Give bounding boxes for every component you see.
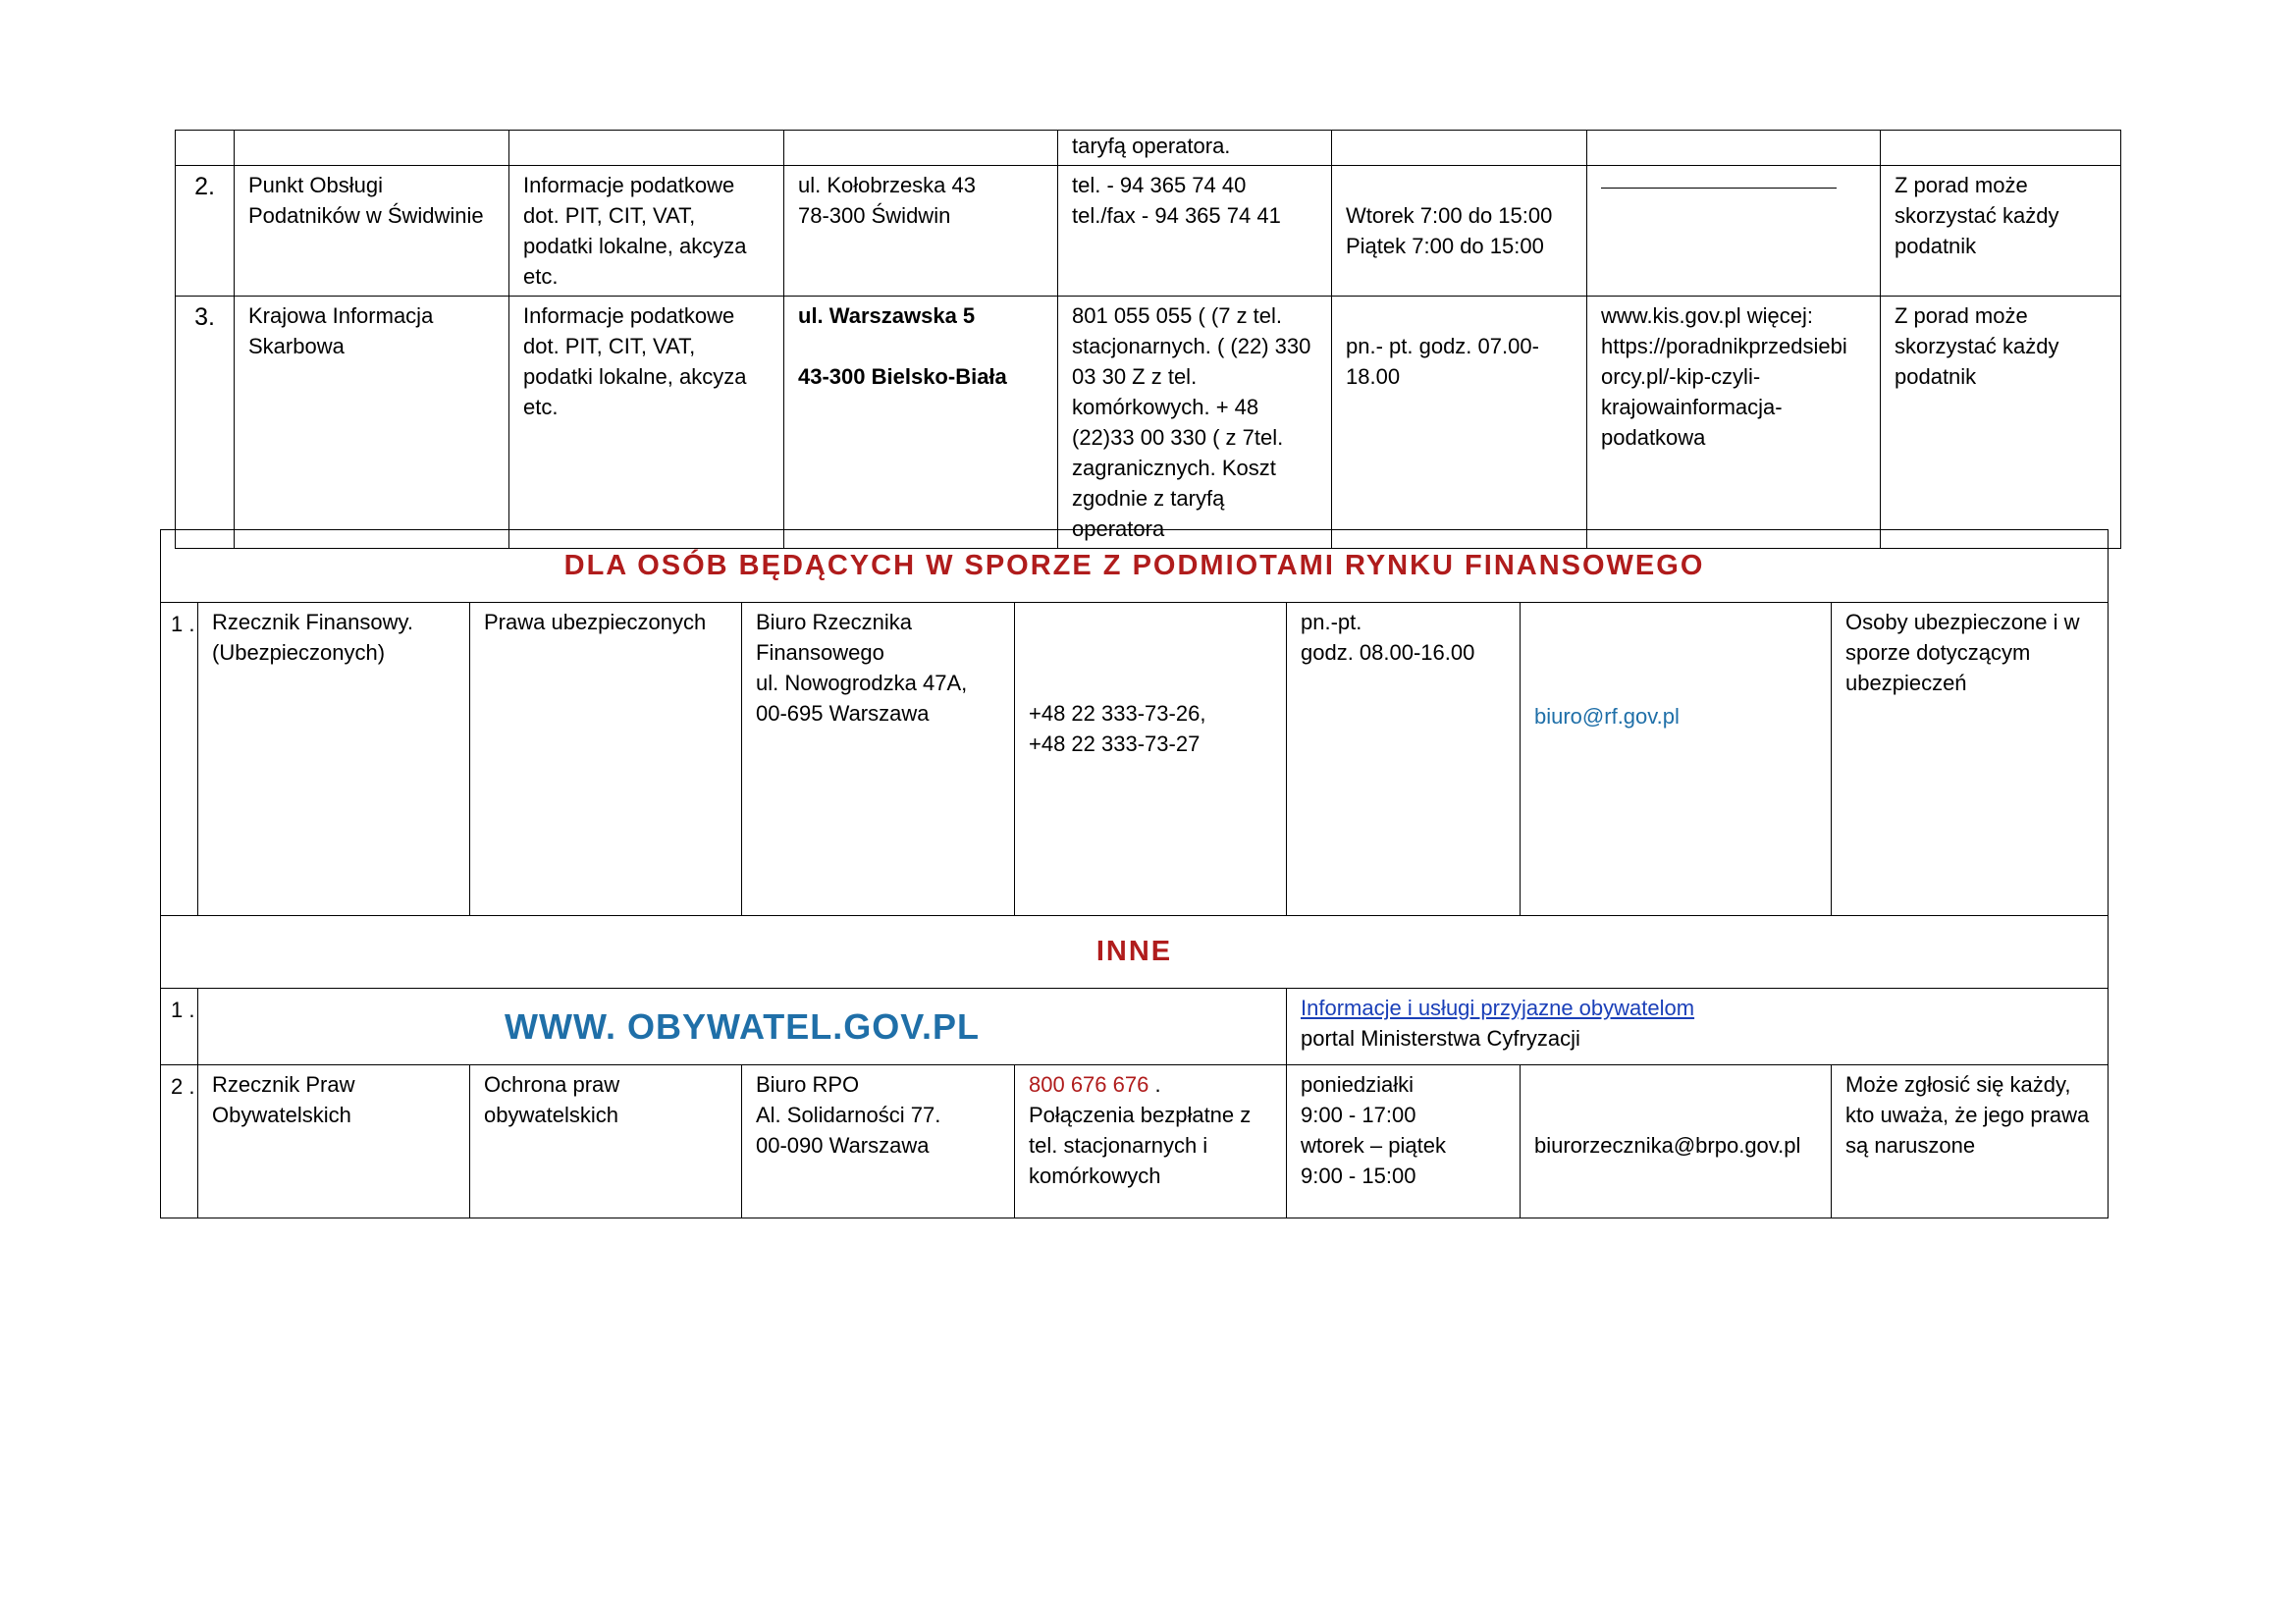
cell-address xyxy=(742,1065,1015,1218)
section-header-row xyxy=(161,530,2109,603)
tax-info-table xyxy=(175,130,2121,549)
address-line: 00-695 Warszawa xyxy=(756,701,930,726)
table-row xyxy=(161,603,2109,916)
cell-portal xyxy=(1287,989,2109,1065)
blank-line xyxy=(1601,170,1837,189)
cell-num: 1 . xyxy=(161,989,198,1065)
cell-web xyxy=(1587,166,1881,297)
cell-scope: Ochrona praw obywatelskich xyxy=(470,1065,742,1218)
phone-note: Połączenia bezpłatne z tel. stacjonarnych i komórkowych xyxy=(1029,1103,1252,1188)
hours-line: godz. 08.00-16.00 xyxy=(1301,640,1475,665)
address-line: ul. Nowogrodzka 47A, xyxy=(756,671,968,695)
site-title: WWW. OBYWATEL.GOV.PL xyxy=(198,989,1287,1065)
cell-who: Może zgłosić się każdy, kto uważa, że jego prawa są naruszone xyxy=(1832,1065,2109,1218)
cell-num: 1 . xyxy=(161,603,198,916)
address-line: 00-090 Warszawa xyxy=(756,1133,930,1158)
section-header-row xyxy=(161,916,2109,989)
address-line: 43-300 Bielsko-Biała xyxy=(798,364,1007,389)
cell-phone xyxy=(1015,603,1287,916)
address-line: 78-300 Świdwin xyxy=(798,203,951,228)
portal-desc: portal Ministerstwa Cyfryzacji xyxy=(1301,1026,1580,1051)
cell-address xyxy=(784,166,1058,297)
cell-email xyxy=(1521,603,1832,916)
address-line: ul. Kołobrzeska 43 xyxy=(798,173,976,197)
section-title-other: INNE xyxy=(161,916,2109,989)
table-row xyxy=(176,131,2121,166)
hours-line: poniedziałki xyxy=(1301,1072,1414,1097)
cell-hours xyxy=(1332,131,1587,166)
address-line: Al. Solidarności 77. xyxy=(756,1103,941,1127)
cell-phone xyxy=(1058,166,1332,297)
hours-line: wtorek – piątek xyxy=(1301,1133,1446,1158)
cell-num: 3. xyxy=(176,297,235,549)
cell-phone: 801 055 055 ( (7 z tel. stacjonarnych. ( (22) 330 03 30 Z z tel. komórkowych. + 48 (22)33 00 330 ( z 7tel. zagranicznych. Koszt zgodnie z taryfą operatora xyxy=(1058,297,1332,549)
section-title-finance: DLA OSÓB BĘDĄCYCH W SPORZE Z PODMIOTAMI RYNKU FINANSOWEGO xyxy=(161,530,2109,603)
hours-line: 9:00 - 17:00 xyxy=(1301,1103,1416,1127)
cell-num: 2. xyxy=(176,166,235,297)
cell-web xyxy=(1587,131,1881,166)
cell-who xyxy=(1881,131,2121,166)
cell-name: Rzecznik Praw Obywatelskich xyxy=(198,1065,470,1218)
finance-and-other-table xyxy=(160,529,2109,1218)
cell-phone: taryfą operatora. xyxy=(1058,131,1332,166)
cell-address xyxy=(742,603,1015,916)
table-row xyxy=(161,1065,2109,1218)
cell-name: Punkt Obsługi Podatników w Świdwinie xyxy=(235,166,509,297)
hours-line: 9:00 - 15:00 xyxy=(1301,1164,1416,1188)
cell-name: Rzecznik Finansowy. (Ubezpieczonych) xyxy=(198,603,470,916)
cell-address xyxy=(784,131,1058,166)
cell-hours xyxy=(1287,603,1521,916)
email-text[interactable]: biurorzecznika@brpo.gov.pl xyxy=(1534,1133,1801,1158)
table-row xyxy=(176,166,2121,297)
cell-hours xyxy=(1332,166,1587,297)
cell-phone xyxy=(1015,1065,1287,1218)
cell-name: Krajowa Informacja Skarbowa xyxy=(235,297,509,549)
cell-name xyxy=(235,131,509,166)
address-line: Biuro RPO xyxy=(756,1072,860,1097)
hours-line: pn.-pt. xyxy=(1301,610,1362,634)
cell-scope: Prawa ubezpieczonych xyxy=(470,603,742,916)
table-row xyxy=(161,989,2109,1065)
email-link[interactable]: biuro@rf.gov.pl xyxy=(1534,704,1680,729)
phone-line: tel. - 94 365 74 40 xyxy=(1072,173,1247,197)
address-line: ul. Warszawska 5 xyxy=(798,303,976,328)
cell-who: Z porad może skorzystać każdy podatnik xyxy=(1881,166,2121,297)
cell-who: Z porad może skorzystać każdy podatnik xyxy=(1881,297,2121,549)
phone-line: tel./fax - 94 365 74 41 xyxy=(1072,203,1281,228)
hours-line: Wtorek 7:00 do 15:00 xyxy=(1346,203,1553,228)
cell-hours xyxy=(1287,1065,1521,1218)
address-line: Biuro Rzecznika Finansowego xyxy=(756,610,912,665)
cell-scope xyxy=(509,131,784,166)
cell-hours: pn.- pt. godz. 07.00-18.00 xyxy=(1332,297,1587,549)
cell-who: Osoby ubezpieczone i w sporze dotyczącym ubezpieczeń xyxy=(1832,603,2109,916)
cell-address xyxy=(784,297,1058,549)
cell-email xyxy=(1521,1065,1832,1218)
portal-link[interactable]: Informacje i usługi przyjazne obywatelom xyxy=(1301,996,1695,1020)
phone-line: +48 22 333-73-26, xyxy=(1029,701,1206,726)
cell-num xyxy=(176,131,235,166)
cell-scope: Informacje podatkowe dot. PIT, CIT, VAT, podatki lokalne, akcyza etc. xyxy=(509,297,784,549)
phone-line: +48 22 333-73-27 xyxy=(1029,731,1201,756)
table-row xyxy=(176,297,2121,549)
cell-web: www.kis.gov.pl więcej: https://poradnikprzedsiebi orcy.pl/-kip-czyli-krajowainformacja-podatkowa xyxy=(1587,297,1881,549)
cell-scope: Informacje podatkowe dot. PIT, CIT, VAT, podatki lokalne, akcyza etc. xyxy=(509,166,784,297)
cell-num: 2 . xyxy=(161,1065,198,1218)
phone-dot: . xyxy=(1148,1072,1161,1097)
phone-number: 800 676 676 xyxy=(1029,1072,1149,1097)
hours-line: Piątek 7:00 do 15:00 xyxy=(1346,234,1544,258)
